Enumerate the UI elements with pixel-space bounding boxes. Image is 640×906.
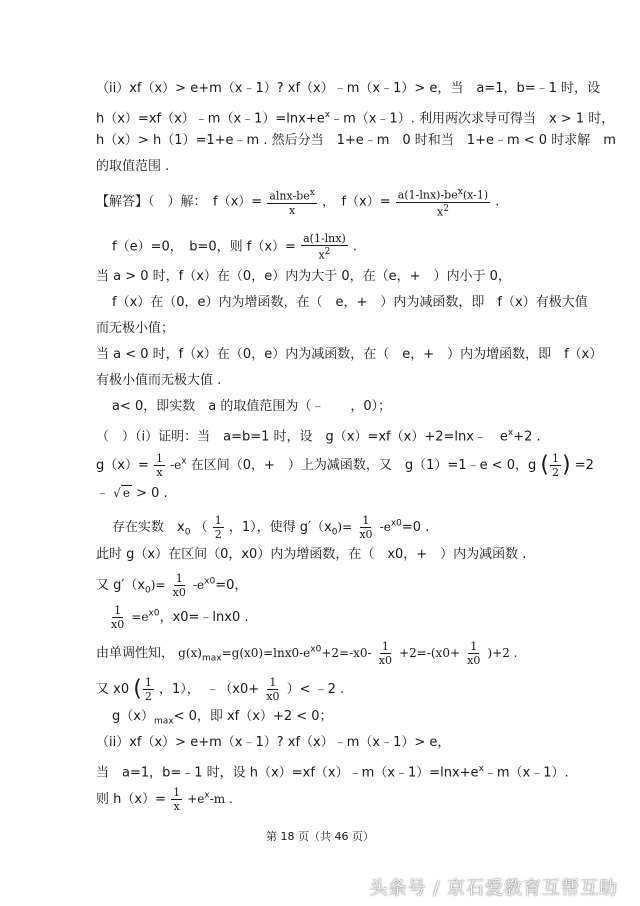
text-line-22 [112, 708, 333, 731]
denominator: x0 [467, 654, 481, 667]
numerator: 1 [362, 514, 370, 527]
numerator: a(1-lnx)-be [397, 188, 458, 202]
superscript: x [507, 428, 514, 438]
text-seg: g(x) [178, 646, 202, 660]
denominator: x0 [359, 528, 373, 541]
denominator: x [318, 248, 325, 262]
fraction [171, 572, 188, 599]
text-seg: 存在实数 x [112, 520, 185, 535]
text-seg: ，x0=﹣lnx0 . [159, 610, 249, 625]
fraction [301, 232, 348, 262]
text-seg: ，1），使得 g′（x [228, 520, 332, 535]
numerator: 1 [381, 640, 389, 653]
fraction [213, 514, 224, 541]
text-seg: （ [194, 520, 208, 535]
text-seg: 又 x0 [96, 682, 130, 697]
fraction [109, 604, 126, 631]
solution-label: 【解答】（ ）解： f（x）= [96, 194, 263, 210]
text-seg: 由单调性知， [96, 646, 175, 661]
text-seg: ﹣m（x﹣1）. [483, 765, 569, 781]
text-seg: =g(x0)=lnx0-e [221, 646, 311, 660]
superscript: x [324, 110, 331, 120]
text-line-12: a< 0，即实数 a 的取值范围为（﹣ ，0）； [112, 399, 392, 414]
text-seg: =0 . [401, 520, 430, 535]
denominator: 2 [214, 528, 222, 541]
numerator: a(1-lnx) [303, 232, 346, 245]
text-line-11: 有极小值而无极大值 . [96, 373, 222, 388]
watermark: 头条号 / 京石爱教育互帮互助 [369, 878, 618, 899]
text-seg: -e [193, 578, 205, 592]
superscript: 2 [443, 203, 449, 214]
text-line-21 [96, 676, 344, 703]
text-seg: )+2 . [487, 646, 518, 660]
superscript: 2 [324, 247, 331, 257]
text-seg: )= [150, 578, 166, 592]
page-footer: 第 18 页（共 46 页） [266, 830, 374, 843]
text-seg: =0， [215, 578, 248, 593]
numerator: 1 [552, 452, 560, 465]
text-seg: ﹣ [96, 486, 110, 501]
text-line-4: 的取值范围 . [96, 159, 170, 174]
text-seg: ， f（x）= [321, 194, 391, 210]
text-seg: 则 h（x）= [96, 792, 166, 807]
text-line-16 [112, 514, 429, 542]
paren-close: ) [562, 452, 571, 478]
fraction [357, 514, 374, 541]
text-line-3: h（x）> h（1）=1+e﹣m . 然后分当 1+e﹣m 0 时和当 1+e﹣m < 0 时求解 m [96, 133, 616, 148]
superscript: x0 [148, 608, 160, 619]
superscript: x0 [310, 644, 322, 655]
text-line-1: （ii）xf（x）> e+m（x﹣1）? xf（x）﹣m（x﹣1）> e，当 a=1，b=﹣1 时，设 [96, 81, 601, 96]
numerator: 1 [155, 452, 163, 465]
text-seg: +2 . [513, 429, 541, 445]
text-seg: ）< ﹣2 . [286, 682, 345, 697]
denominator: x0 [172, 586, 186, 599]
text-seg: < 0，即 xf（x）+2 < 0； [173, 709, 333, 724]
denominator: x0 [266, 690, 280, 703]
text-seg: f（e）=0， b=0，则 f（x）= [112, 239, 296, 255]
text-line-15 [96, 484, 168, 503]
text-line-9: 而无极小值； [96, 321, 175, 336]
fraction [396, 186, 490, 218]
fraction [550, 452, 561, 479]
fraction [465, 640, 482, 667]
text-seg: . [352, 239, 358, 255]
text-line-18 [96, 572, 247, 600]
text-line-10: 当 a < 0 时，f（x）在（0，e）内为减函数，在（ e，+ ）内为增函数，即 f（x） [96, 347, 603, 362]
text-seg: -m . [209, 792, 233, 806]
text-seg: （ ）（i）证明：当 a=b=1 时，设 g（x）=xf（x）+2=lnx﹣ e [96, 429, 508, 445]
subscript: 0 [145, 585, 151, 596]
text-seg: +2=-(x0+ [399, 646, 461, 660]
denominator: x0 [378, 654, 392, 667]
text-line-24 [96, 760, 569, 782]
superscript: x [309, 188, 315, 199]
text-seg: > 0 . [136, 486, 168, 501]
subscript: max [201, 653, 222, 664]
text-seg: ，1）， ﹣（x0+ [158, 682, 260, 697]
superscript: x [204, 790, 210, 801]
fraction [171, 786, 182, 813]
numerator: 1 [214, 514, 222, 527]
numerator: 1 [269, 676, 277, 689]
denominator: x [288, 203, 296, 217]
text-seg: =e [131, 610, 149, 624]
text-seg: h（x）=xf（x）﹣m（x﹣1）=lnx+e [96, 111, 325, 127]
numerator: 1 [114, 604, 122, 617]
text-seg: +e [187, 792, 205, 806]
text-line-14 [96, 452, 594, 479]
text-line-17: 此时 g（x）在区间（0，x0）内为增函数，在（ x0，+ ）内为减函数 . [96, 547, 527, 562]
denominator: x0 [111, 618, 125, 631]
fraction [264, 676, 281, 703]
fraction [143, 676, 154, 703]
text-seg: =2 [574, 458, 594, 473]
subscript: 0 [184, 527, 191, 538]
subscript: 0 [331, 527, 338, 538]
numerator: 1 [173, 786, 181, 799]
sqrt-radicand: e [122, 486, 130, 500]
text-seg: g（x） [112, 709, 154, 724]
text-seg: 又 g′（x [96, 578, 146, 593]
text-line-6 [112, 232, 357, 262]
text-seg: -e [379, 520, 391, 534]
text-line-7: 当 a > 0 时，f（x）在（0，e）内为大于 0，在（e，+ ）内小于 0， [96, 269, 511, 284]
subscript: max [153, 716, 174, 727]
superscript: x0 [204, 576, 216, 587]
text-seg: 当 a=1，b=﹣1 时，设 h（x）=xf（x）﹣m（x﹣1）=lnx+e [96, 765, 479, 781]
numerator: 1 [144, 676, 152, 689]
denominator: 2 [552, 466, 560, 479]
denominator: x [173, 800, 180, 813]
solution-header-line [96, 186, 499, 218]
text-seg: 在区间（0，+ ）上为减函数，又 g（1）=1﹣e < 0，g [190, 458, 537, 473]
text-line-23: （ii）xf（x）> e+m（x﹣1）? xf（x）﹣m（x﹣1）> e， [96, 735, 451, 750]
paren-open: ( [540, 452, 550, 478]
text-line-19 [108, 604, 249, 631]
text-seg: -e [170, 458, 182, 472]
text-line-13 [96, 424, 541, 446]
text-seg: g（x）= [96, 458, 149, 473]
denominator: x [156, 466, 163, 479]
numerator: 1 [175, 572, 183, 585]
text-seg: )= [337, 520, 353, 534]
superscript: x [478, 764, 484, 774]
text-seg: . [495, 194, 500, 210]
superscript: x0 [390, 518, 402, 529]
fraction [154, 452, 165, 479]
fraction [267, 187, 317, 217]
denominator: x [436, 205, 444, 219]
denominator: 2 [144, 690, 152, 703]
paren-open: ( [133, 676, 142, 702]
superscript: x [181, 456, 187, 467]
text-seg: +2=-x0- [321, 646, 372, 660]
numerator-tail: (x-1) [462, 188, 489, 202]
text-line-20 [96, 640, 518, 668]
text-line-2 [96, 106, 614, 128]
numerator: 1 [470, 640, 478, 653]
superscript: x [457, 187, 463, 197]
numerator: alnx-be [269, 189, 310, 203]
text-line-8: f（x）在（0，e）内为增函数，在（ e，+ ）内为减函数，即 f（x）有极大值 [112, 295, 588, 310]
text-seg: ﹣m（x﹣1）. 利用两次求导可得当 x > 1 时， [330, 111, 615, 127]
sqrt-e: √ e [113, 486, 130, 500]
fraction [377, 640, 394, 667]
text-line-25 [96, 786, 233, 813]
